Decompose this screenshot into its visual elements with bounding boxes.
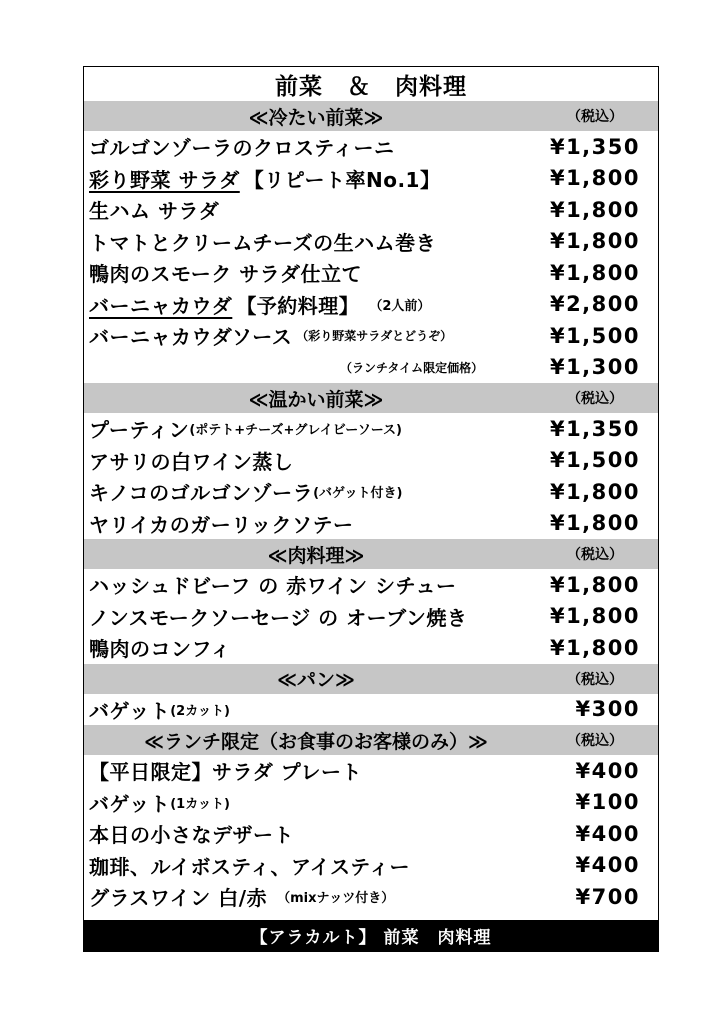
menu-item [84,818,658,850]
item-price: ¥1,500 [549,323,640,348]
item-name: ノンスモークソーセージ の オーブン焼き [89,605,468,630]
item-name: 鴨肉のスモーク サラダ仕立て [89,262,362,287]
tax-label: （税込） [567,547,623,563]
menu-item [84,601,658,633]
item-name: バーニャカウダ [89,293,233,318]
menu-item [84,226,658,258]
item-price: ¥1,800 [549,604,640,629]
item-note: (2カット) [170,703,231,719]
item-price: ¥400 [575,821,640,846]
item-name: 珈琲、ルイボスティ、アイスティー [89,854,410,879]
item-price: ¥1,800 [549,229,640,254]
item-price: ¥2,800 [549,292,640,317]
item-price: ¥1,500 [549,448,640,473]
tax-label: （税込） [567,109,623,125]
section-title: ≪温かい前菜≫ [248,388,384,411]
item-name: 本日の小さなデザート [89,823,294,848]
item-name: グラスワイン 白/赤 [89,886,268,911]
menu-item [84,289,658,321]
item-name: アサリの白ワイン蒸し [89,449,294,474]
item-price: ¥400 [575,853,640,878]
menu-item [84,413,658,445]
section-header-bread [84,664,658,694]
menu-item [84,569,658,601]
item-price: ¥100 [575,790,640,815]
menu-item [84,194,658,226]
page-title: 前菜 ＆ 肉料理 [275,73,467,100]
menu-item [84,694,658,726]
menu-item [84,163,658,195]
footer-banner: 【アラカルト】 前菜 肉料理 [84,920,658,951]
section-title: ≪パン≫ [277,669,355,691]
item-name: キノコのゴルゴンゾーラ [89,481,314,506]
menu-item [84,476,658,508]
tax-label: （税込） [567,733,623,749]
item-note: （ランチタイム限定価格） [340,360,484,375]
item-price: ¥1,350 [549,134,640,159]
item-price: ¥1,800 [549,260,640,285]
item-price: ¥300 [575,697,640,722]
item-name: トマトとクリームチーズの生ハム巻き [89,230,437,255]
item-note: (バゲット付き) [313,486,403,502]
item-price: ¥1,350 [549,416,640,441]
menu-item [84,787,658,819]
section-header-cold [84,101,658,131]
section-title: ≪肉料理≫ [267,544,365,567]
item-name: プーティン [89,418,190,443]
menu-item [84,881,658,913]
item-name: 鴨肉のコンフィ [89,637,231,662]
item-name: ゴルゴンゾーラのクロスティーニ [89,136,395,161]
item-name: 【平日限定】サラダ プレート [89,760,362,785]
item-note: （彩り野菜サラダとどうぞ） [296,329,453,344]
menu-item [84,257,658,289]
tax-label: （税込） [567,391,623,407]
item-badge: 【予約料理】 [236,293,360,318]
item-name: ハッシュドビーフ の 赤ワイン シチュー [89,574,457,599]
tax-label: （税込） [567,671,623,688]
item-name: バゲット [89,698,171,723]
item-note: (ポテト+チーズ+グレイビーソース) [189,423,402,439]
item-note: （2人前） [369,298,431,314]
item-price: ¥1,300 [549,355,640,380]
menu-item [84,131,658,163]
section-title: ≪ランチ限定（お食事のお客様のみ）≫ [144,730,488,753]
section-header-lunch [84,725,658,755]
item-name: 生ハム サラダ [89,199,220,224]
menu-item [84,320,658,352]
menu-item [84,850,658,882]
menu-item [84,508,658,540]
menu-item [84,632,658,664]
item-price: ¥1,800 [549,197,640,222]
section-title: ≪冷たい前菜≫ [248,106,384,129]
item-name: バーニャカウダソース [89,325,293,350]
item-note: (1カット) [170,796,231,812]
section-header-warm [84,383,658,413]
item-price: ¥1,800 [549,635,640,660]
item-price: ¥1,800 [549,511,640,536]
item-note: （mixナッツ付き） [277,891,395,907]
menu-item [84,445,658,477]
menu-item [84,755,658,787]
item-price: ¥700 [575,884,640,909]
item-badge: 【リピート率No.1】 [243,167,441,192]
item-price: ¥1,800 [549,479,640,504]
section-header-meat [84,539,658,569]
item-name: ヤリイカのガーリックソテー [89,512,354,537]
item-price: ¥1,800 [549,166,640,191]
menu-card [83,66,659,952]
item-name: 彩り野菜 サラダ [89,167,240,192]
item-name: バゲット [89,791,171,816]
item-price: ¥1,800 [549,572,640,597]
item-price: ¥400 [575,758,640,783]
menu-item [84,352,658,384]
